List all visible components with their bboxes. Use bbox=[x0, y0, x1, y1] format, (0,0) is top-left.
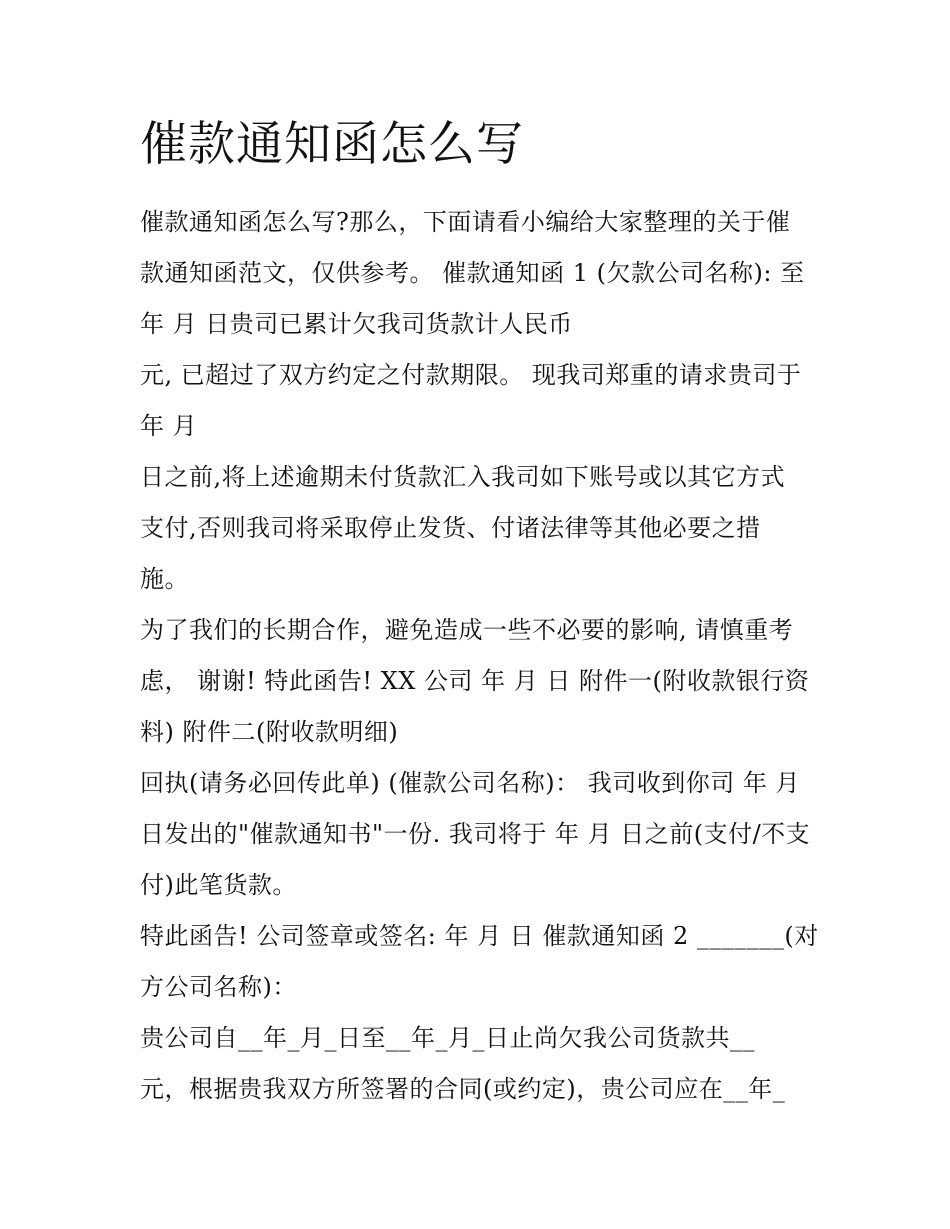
body-line: 料) 附件二(附收款明细) bbox=[140, 718, 399, 746]
body-line: 为了我们的长期合作，避免造成一些不必要的影响, 请慎重考 bbox=[140, 616, 794, 644]
body-line: 支付,否则我司将采取停止发货、付诸法律等其他必要之措 bbox=[140, 514, 761, 542]
body-line: 回执(请务必回传此单) (催款公司名称)： 我司收到你司 年 月 bbox=[140, 769, 800, 797]
body-line: 款通知函范文，仅供参考。 催款通知函 1 (欠款公司名称): 至 bbox=[140, 259, 805, 287]
body-line: 催款通知函怎么写?那么，下面请看小编给大家整理的关于催 bbox=[140, 208, 791, 236]
body-line: 贵公司自__年_月_日至__年_月_日止尚欠我公司货款共__ bbox=[140, 1024, 755, 1052]
body-line: 年 月 日贵司已累计欠我司货款计人民币 bbox=[140, 310, 573, 338]
body-line: 元, 已超过了双方约定之付款期限。 现我司郑重的请求贵司于 bbox=[140, 361, 802, 389]
body-line: 元，根据贵我双方所签署的合同(或约定)，贵公司应在__年_ bbox=[140, 1075, 786, 1103]
document-title: 催款通知函怎么写 bbox=[140, 117, 524, 172]
body-line: 特此函告! 公司签章或签名: 年 月 日 催款通知函 2 _______(对 bbox=[140, 922, 819, 950]
body-line: 方公司名称)： bbox=[140, 973, 297, 1001]
body-line: 日发出的"催款通知书"一份. 我司将于 年 月 日之前(支付/不支 bbox=[140, 820, 811, 848]
body-line: 年 月 bbox=[140, 412, 198, 440]
body-line: 付)此笔货款。 bbox=[140, 871, 297, 899]
body-line: 施。 bbox=[140, 565, 189, 593]
body-line: 日之前,将上述逾期未付货款汇入我司如下账号或以其它方式 bbox=[140, 463, 786, 491]
body-line: 虑， 谢谢! 特此函告! XX 公司 年 月 日 附件一(附收款银行资 bbox=[140, 667, 810, 695]
